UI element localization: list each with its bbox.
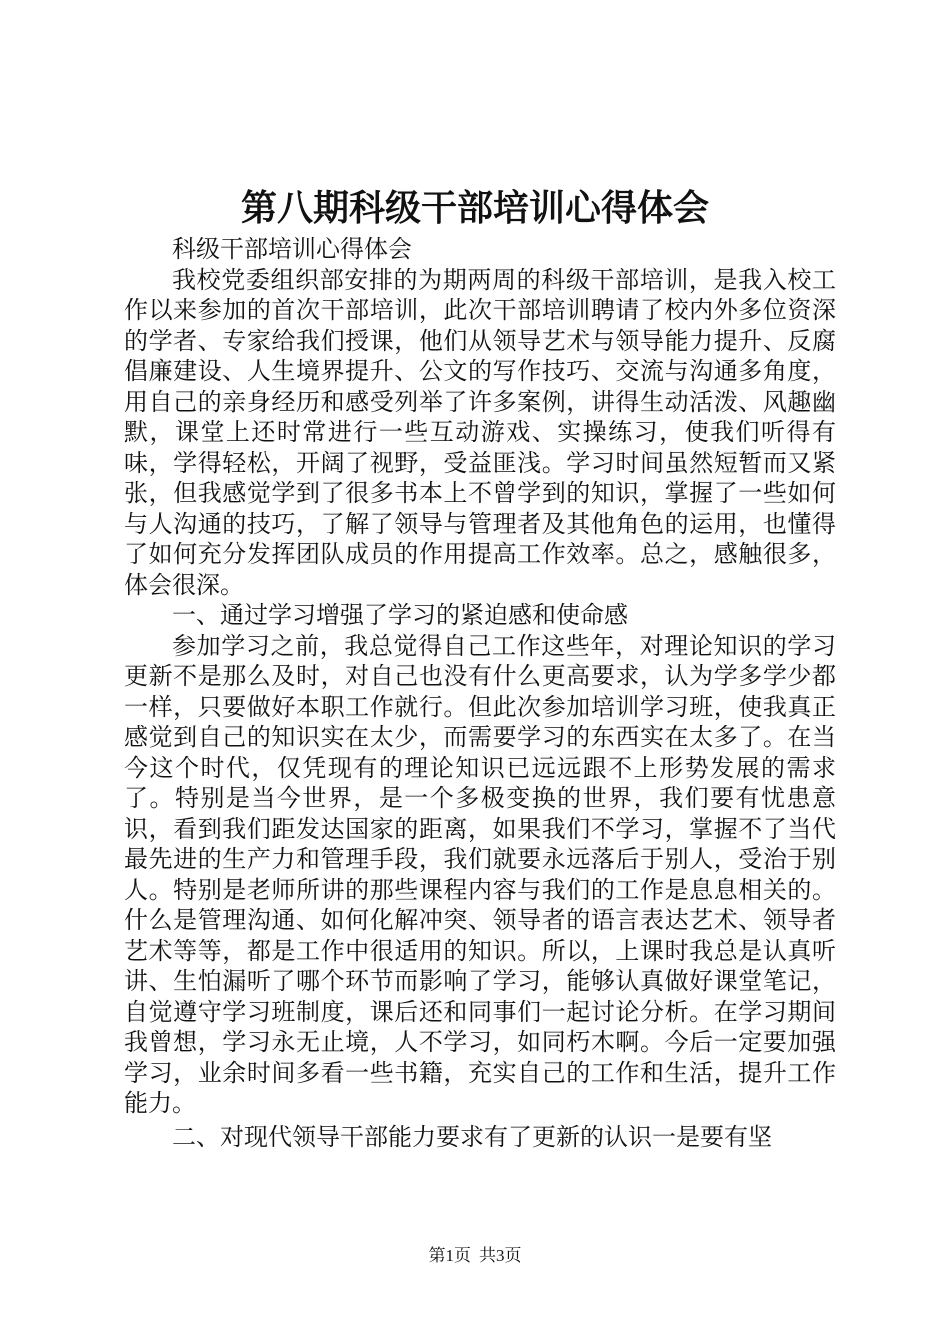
- document-body: [124, 234, 836, 1152]
- paragraph-intro: 我校党委组织部安排的为期两周的科级干部培训，是我入校工作以来参加的首次干部培训，此次干部培训聘请了校内外多位资深的学者、专家给我们授课，他们从领导艺术与领导能力提升、反腐倡廉建设、人生境界提升、公文的写作技巧、交流与沟通多角度，用自己的亲身经历和感受列举了许多案例，讲得生动活泼、风趣幽默，课堂上还时常进行一些互动游戏、实操练习，使我们听得有味，学得轻松，开阔了视野，受益匪浅。学习时间虽然短暂而又紧张，但我感觉学到了很多书本上不曾学到的知识，掌握了一些如何与人沟通的技巧，了解了领导与管理者及其他角色的运用，也懂得了如何充分发挥团队成员的作用提高工作效率。总之，感触很多，体会很深。: [124, 265, 836, 599]
- page-number: 第1页: [428, 1246, 471, 1265]
- section-heading-1: 一、通过学习增强了学习的紧迫感和使命感: [172, 601, 628, 629]
- paragraph-section-1: 参加学习之前，我总觉得自己工作这些年，对理论知识的学习更新不是那么及时，对自己也没有什么更高要求，认为学多学少都一样，只要做好本职工作就行。但此次参加培训学习班，使我真正感觉到自己的知识实在太少，而需要学习的东西实在太多了。在当今这个时代，仅凭现有的理论知识已远远跟不上形势发展的需求了。特别是当今世界，是一个多极变换的世界，我们要有忧患意识，看到我们距发达国家的距离，如果我们不学习，掌握不了当代最先进的生产力和管理手段，我们就要永远落后于别人，受治于别人。特别是老师所讲的那些课程内容与我们的工作是息息相关的。什么是管理沟通、如何化解冲突、领导者的语言表达艺术、领导者艺术等等，都是工作中很适用的知识。所以，上课时我总是认真听讲、生怕漏听了哪个环节而影响了学习，能够认真做好课堂笔记，自觉遵守学习班制度，课后还和同事们一起讨论分析。在学习期间我曾想，学习永无止境，人不学习，如同朽木啊。今后一定要加强学习，业余时间多看一些书籍，充实自己的工作和生活，提升工作能力。: [124, 631, 836, 1117]
- page-footer: [0, 1245, 950, 1267]
- page-total: 共3页: [479, 1246, 522, 1265]
- document-title: 第八期科级干部培训心得体会: [240, 187, 709, 229]
- section-heading-2: 二、对现代领导干部能力要求有了更新的认识一是要有坚: [172, 1122, 772, 1151]
- paragraph-subtitle: 科级干部培训心得体会: [172, 235, 412, 263]
